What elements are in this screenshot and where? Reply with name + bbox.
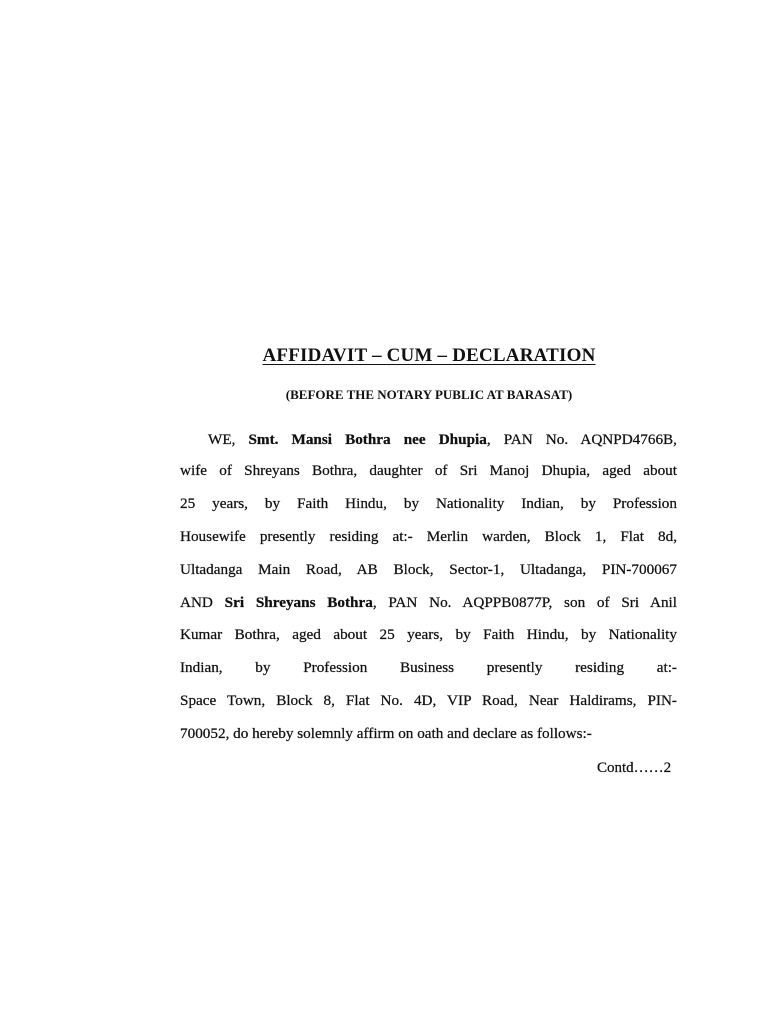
body-line-7 — [180, 625, 677, 645]
body-line-8 — [180, 658, 677, 678]
body-text: Ultadanga Main Road, AB Block, Sector-1, Ultadanga, PIN-700067 — [180, 561, 677, 578]
body-text: Indian, by Profession Business presently residing at:- — [180, 659, 677, 676]
body-text: , PAN No. AQPPB0877P, son of Sri Anil — [372, 594, 677, 611]
continuation-marker: Contd……2 — [597, 760, 672, 776]
body-text: WE, — [208, 431, 249, 448]
body-text: Kumar Bothra, aged about 25 years, by Faith Hindu, by Nationality — [180, 626, 677, 643]
body-line-6 — [180, 593, 677, 613]
body-text: Housewife presently residing at:- Merlin warden, Block 1, Flat 8d, — [180, 528, 677, 545]
body-line-1 — [208, 430, 677, 450]
body-line-4 — [180, 527, 677, 547]
body-text: wife of Shreyans Bothra, daughter of Sri Manoj Dhupia, aged about — [180, 462, 677, 479]
body-line-5 — [180, 560, 677, 580]
body-text: Space Town, Block 8, Flat No. 4D, VIP Road, Near Haldirams, PIN- — [180, 692, 677, 709]
body-text: , PAN No. AQNPD4766B, — [486, 431, 677, 448]
body-line-3 — [180, 494, 677, 514]
body-line-9 — [180, 691, 677, 711]
body-text: 700052, do hereby solemnly affirm on oath and declare as follows:- — [180, 725, 592, 742]
body-text: AND — [180, 594, 225, 611]
declarant-name-2: Sri Shreyans Bothra — [224, 594, 373, 611]
body-line-2 — [180, 461, 677, 481]
body-text: 25 years, by Faith Hindu, by Nationality Indian, by Profession — [180, 495, 677, 512]
document-title: AFFIDAVIT – CUM – DECLARATION — [262, 345, 596, 366]
body-line-10 — [180, 724, 677, 744]
declarant-name-1: Smt. Mansi Bothra nee Dhupia — [248, 431, 487, 448]
document-subtitle: (BEFORE THE NOTARY PUBLIC AT BARASAT) — [285, 387, 573, 402]
